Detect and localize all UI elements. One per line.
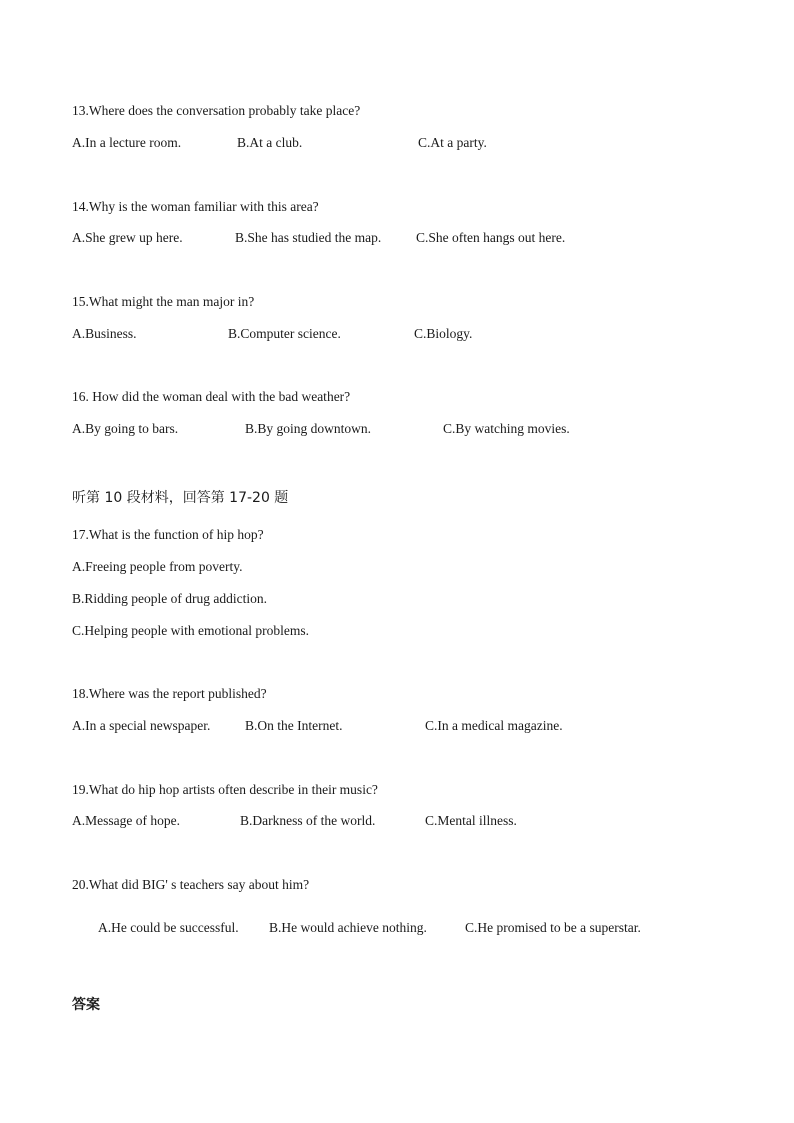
q17-option-c: C.Helping people with emotional problems. [72,623,309,638]
q14-option-b: B.She has studied the map. [235,230,382,245]
q16-option-b: B.By going downtown. [245,421,372,436]
q18-option-b: B.On the Internet. [245,718,343,733]
q14-option-c: C.She often hangs out here. [416,230,566,245]
q20-option-a: A.He could be successful. [98,920,239,935]
q17-option-b: B.Ridding people of drug addiction. [72,591,267,606]
question-17: 17.What is the function of hip hop? [72,527,264,542]
question-13: 13.Where does the conversation probably take place? [72,103,361,118]
question-19: 19.What do hip hop artists often describe in their music? [72,782,378,797]
q13-option-a: A.In a lecture room. [72,135,182,150]
q18-option-a: A.In a special newspaper. [72,718,211,733]
q20-option-b: B.He would achieve nothing. [269,920,427,935]
question-14: 14.Why is the woman familiar with this area? [72,199,319,214]
q19-option-c: C.Mental illness. [425,813,517,828]
q18-option-c: C.In a medical magazine. [425,718,563,733]
q15-option-a: A.Business. [72,326,137,341]
q17-option-a: A.Freeing people from poverty. [72,559,243,574]
q19-option-b: B.Darkness of the world. [240,813,376,828]
question-15: 15.What might the man major in? [72,294,255,309]
section-heading: 听第 10 段材料，回答第 17-20 题 [72,490,289,506]
q16-option-c: C.By watching movies. [443,421,570,436]
question-18: 18.Where was the report published? [72,686,267,701]
q15-option-b: B.Computer science. [228,326,341,341]
q14-option-a: A.She grew up here. [72,230,183,245]
question-16: 16. How did the woman deal with the bad weather? [72,389,351,404]
q15-option-c: C.Biology. [414,326,473,341]
q16-option-a: A.By going to bars. [72,421,179,436]
q13-option-b: B.At a club. [237,135,303,150]
q13-option-c: C.At a party. [418,135,487,150]
q20-option-c: C.He promised to be a superstar. [465,920,641,935]
q19-option-a: A.Message of hope. [72,813,180,828]
question-20: 20.What did BIG' s teachers say about him? [72,877,310,892]
answer-heading: 答案 [72,997,100,1013]
